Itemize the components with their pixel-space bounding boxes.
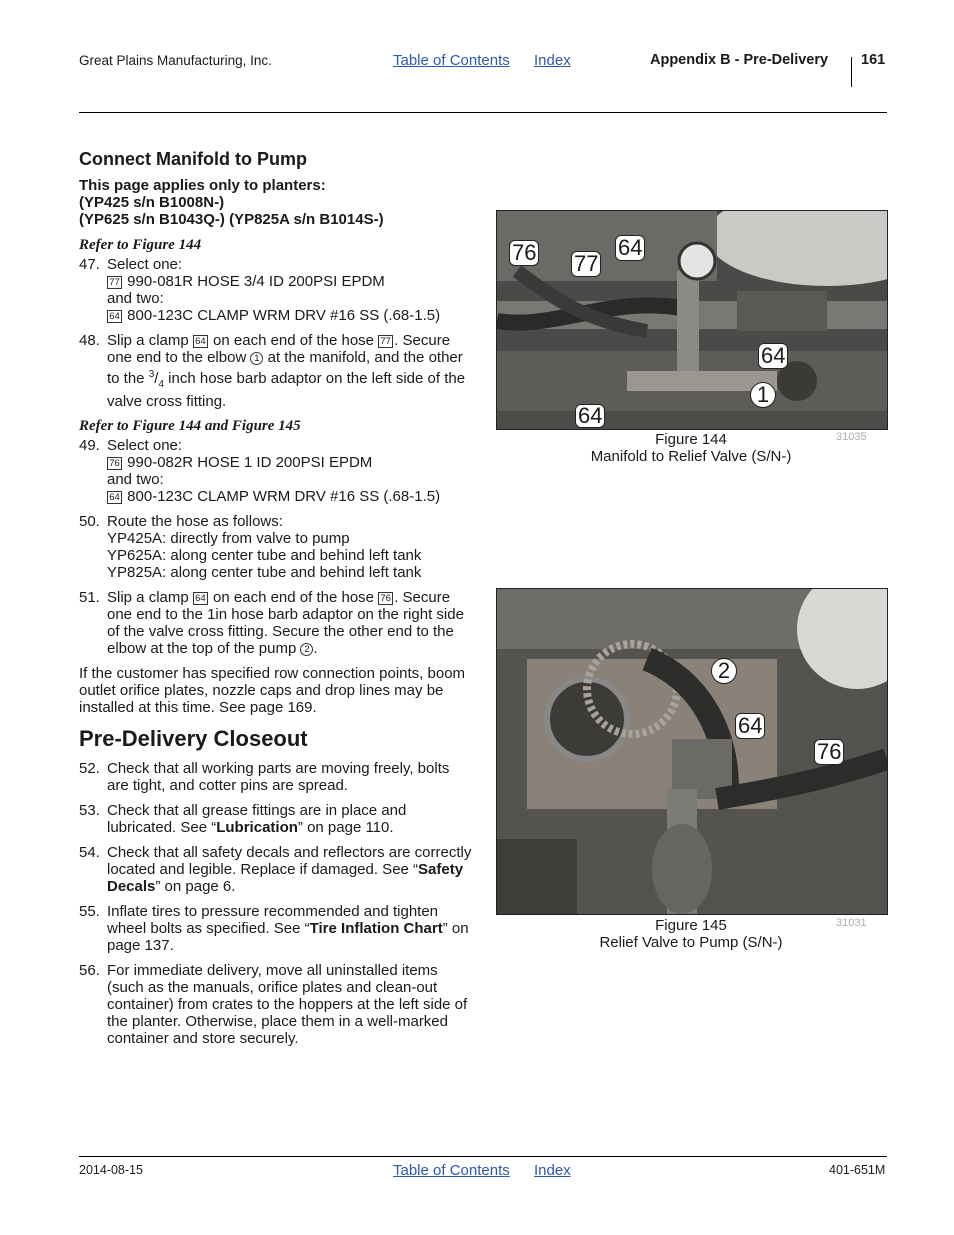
figure-callout: 76 <box>814 739 844 765</box>
header-index-link[interactable]: Index <box>534 52 571 69</box>
header-rule <box>79 112 887 113</box>
step-49 <box>79 437 474 505</box>
figure-callout: 76 <box>509 240 539 266</box>
callout-circle: 1 <box>250 352 263 365</box>
step-text: Select one: <box>107 437 183 454</box>
page-number: 161 <box>861 52 886 68</box>
part-description: 990-082R HOSE 1 ID 200PSI EPDM <box>127 454 373 471</box>
step-text: Check that all grease fittings are in place and lubricated. See “Lubrication” on page 110. <box>107 802 407 836</box>
step-text: Check that all safety decals and reflectors are correctly located and legible. Replace if damaged. See “Safety Decals” on page 6. <box>107 844 472 895</box>
applies-line: This page applies only to planters: <box>79 177 326 194</box>
route-line: YP425A: directly from valve to pump <box>107 530 350 547</box>
figure-reference: Refer to Figure 144 and Figure 145 <box>79 418 301 434</box>
figure-callout: 64 <box>575 404 605 428</box>
figure-callout: 2 <box>711 658 737 684</box>
step-51 <box>79 589 474 657</box>
step-text: Check that all working parts are moving freely, bolts are tight, and cotter pins are spread. <box>107 760 450 794</box>
figure-reference: Refer to Figure 144 <box>79 237 202 253</box>
step-text: Slip a clamp 64 on each end of the hose 76 . Secure one end to the 1in hose barb adaptor on the right side of the valve cross fitting. Secure the other end to the elbow at the top of the pump 2 . <box>107 589 464 657</box>
route-line: YP825A: along center tube and behind left tank <box>107 564 422 581</box>
step-52 <box>79 760 474 794</box>
installation-note: If the customer has specified row connection points, boom outlet orifice plates, nozzle caps and drop lines may be installed at this time. See page 169. <box>79 665 466 716</box>
figure-callout: 1 <box>750 382 776 408</box>
step-number: 56. <box>79 962 100 979</box>
figure-callout: 64 <box>735 713 765 739</box>
photo-id: 31031 <box>836 917 867 929</box>
cross-reference: Tire Inflation Chart <box>309 920 443 937</box>
header-company: Great Plains Manufacturing, Inc. <box>79 53 272 68</box>
footer-index-link[interactable]: Index <box>534 1162 571 1179</box>
figure-callout: 77 <box>571 251 601 277</box>
cross-reference: Safety Decals <box>107 861 464 895</box>
step-number: 49. <box>79 437 100 454</box>
step-text: Inflate tires to pressure recommended and tighten wheel bolts as specified. See “Tire Inflation Chart” on page 137. <box>107 903 469 954</box>
footer-date: 2014-08-15 <box>79 1163 143 1177</box>
figure-title: Manifold to Relief Valve (S/N-) <box>590 448 792 465</box>
cross-reference: Lubrication <box>216 819 298 836</box>
section-heading-closeout: Pre-Delivery Closeout <box>79 726 308 751</box>
step-number: 48. <box>79 332 100 349</box>
step-number: 50. <box>79 513 100 530</box>
step-number: 51. <box>79 589 100 606</box>
step-text: and two: <box>107 290 164 307</box>
step-47 <box>79 256 474 324</box>
step-number: 53. <box>79 802 100 819</box>
step-text: and two: <box>107 471 164 488</box>
figure-144-illustration <box>497 211 887 429</box>
callout-tag: 77 <box>378 335 393 348</box>
callout-tag: 64 <box>193 592 208 605</box>
step-53 <box>79 802 474 836</box>
applies-line: (YP425 s/n B1008N-) <box>79 194 225 211</box>
callout-tag: 76 <box>107 457 122 470</box>
step-56 <box>79 962 474 1047</box>
figure-callout: 64 <box>758 343 788 369</box>
step-text: For immediate delivery, move all uninstalled items (such as the manuals, orifice plates and clean-out container) from crates to the hoppers at the left side of the planter. Otherwise, place them in a well-marked container and store securely. <box>107 962 468 1047</box>
step-text: Route the hose as follows: <box>107 513 283 530</box>
route-line: YP625A: along center tube and behind left tank <box>107 547 422 564</box>
footer-doc-number: 401-651M <box>829 1163 886 1177</box>
figure-145-photo <box>496 588 888 915</box>
callout-tag: 64 <box>193 335 208 348</box>
photo-id: 31035 <box>836 431 867 443</box>
step-number: 54. <box>79 844 100 861</box>
step-number: 47. <box>79 256 100 273</box>
callout-tag: 76 <box>378 592 393 605</box>
header-section-title: Appendix B - Pre-Delivery <box>650 52 829 68</box>
figure-145-caption <box>496 917 886 951</box>
callout-tag: 64 <box>107 310 122 323</box>
callout-tag: 77 <box>107 276 122 289</box>
callout-tag: 64 <box>107 491 122 504</box>
main-column <box>79 149 474 1055</box>
figure-callout: 64 <box>615 235 645 261</box>
step-text: Select one: <box>107 256 183 273</box>
step-text: Slip a clamp 64 on each end of the hose 77 . Secure one end to the elbow 1 at the manifold, and the other to the $^3/_4$ inch hose barb adaptor on the left side of the valve cross fitting. <box>107 332 466 410</box>
figure-title: Relief Valve to Pump (S/N-) <box>599 934 783 951</box>
fraction: $^3/_4$ <box>148 369 164 390</box>
figure-number: Figure 144 <box>655 431 727 448</box>
step-54 <box>79 844 474 895</box>
applies-line: (YP625 s/n B1043Q-) (YP825A s/n B1014S-) <box>79 211 384 228</box>
applies-note <box>79 177 474 228</box>
header-divider <box>851 57 852 87</box>
step-number: 55. <box>79 903 100 920</box>
callout-circle: 2 <box>300 643 313 656</box>
footer-rule <box>79 1156 887 1157</box>
part-description: 990-081R HOSE 3/4 ID 200PSI EPDM <box>127 273 385 290</box>
figure-number: Figure 145 <box>655 917 727 934</box>
part-description: 800-123C CLAMP WRM DRV #16 SS (.68-1.5) <box>127 488 441 505</box>
step-55 <box>79 903 474 954</box>
part-description: 800-123C CLAMP WRM DRV #16 SS (.68-1.5) <box>127 307 441 324</box>
step-50 <box>79 513 474 581</box>
step-48 <box>79 332 474 410</box>
figure-144-photo <box>496 210 888 430</box>
step-number: 52. <box>79 760 100 777</box>
section-heading-connect-manifold: Connect Manifold to Pump <box>79 149 307 169</box>
figure-144-caption <box>496 431 886 465</box>
header-toc-link[interactable]: Table of Contents <box>393 52 510 69</box>
footer-toc-link[interactable]: Table of Contents <box>393 1162 510 1179</box>
